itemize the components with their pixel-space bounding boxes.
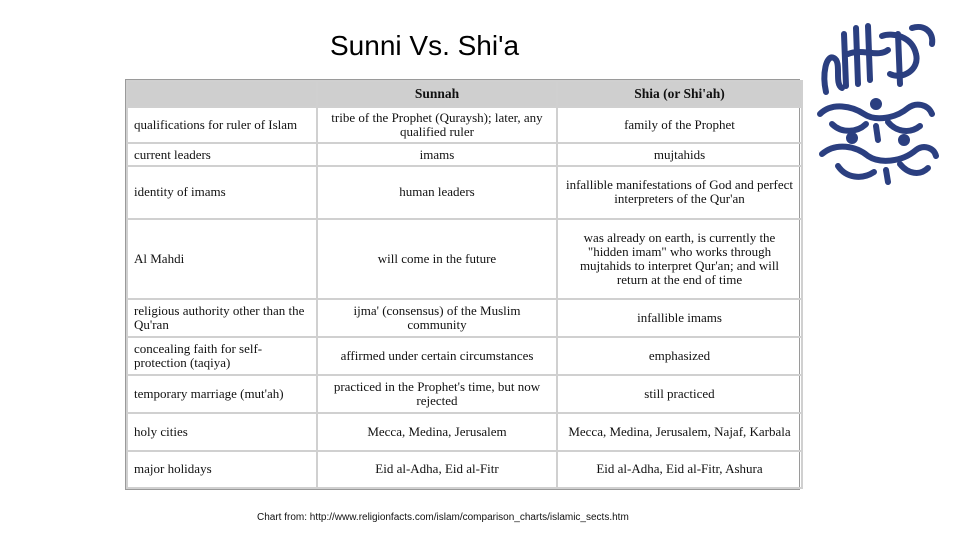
slide-title: Sunni Vs. Shi'a: [330, 30, 520, 61]
row-shia-value: Eid al-Adha, Eid al-Fitr, Ashura: [557, 451, 802, 488]
table-row: [127, 219, 802, 299]
row-topic: concealing faith for self-protection (taqiya): [127, 337, 317, 375]
row-sunni-value: practiced in the Prophet's time, but now rejected: [317, 375, 557, 412]
table-header-row: [127, 81, 802, 107]
table-row: [127, 166, 802, 218]
row-sunni-value: affirmed under certain circumstances: [317, 337, 557, 375]
arabic-calligraphy-icon: [812, 14, 942, 189]
row-topic: current leaders: [127, 143, 317, 166]
row-shia-value: was already on earth, is currently the "hidden imam" who works through mujtahids to interpret Qur'an; and will return at the end of time: [557, 219, 802, 299]
row-sunni-value: imams: [317, 143, 557, 166]
row-topic: identity of imams: [127, 166, 317, 218]
row-topic: Al Mahdi: [127, 219, 317, 299]
row-shia-value: still practiced: [557, 375, 802, 412]
header-sunnah: Sunnah: [317, 81, 557, 107]
row-topic: holy cities: [127, 413, 317, 451]
comparison-table-wrapper: [125, 79, 800, 490]
row-sunni-value: ijma' (consensus) of the Muslim community: [317, 299, 557, 337]
table-row: [127, 143, 802, 166]
header-topic: [127, 81, 317, 107]
row-shia-value: family of the Prophet: [557, 107, 802, 143]
row-sunni-value: human leaders: [317, 166, 557, 218]
row-topic: qualifications for ruler of Islam: [127, 107, 317, 143]
row-shia-value: Mecca, Medina, Jerusalem, Najaf, Karbala: [557, 413, 802, 451]
comparison-table: [126, 80, 803, 489]
table-row: [127, 107, 802, 143]
row-shia-value: infallible manifestations of God and perfect interpreters of the Qur'an: [557, 166, 802, 218]
row-sunni-value: Eid al-Adha, Eid al-Fitr: [317, 451, 557, 488]
table-row: [127, 413, 802, 451]
row-topic: temporary marriage (mut'ah): [127, 375, 317, 412]
row-topic: major holidays: [127, 451, 317, 488]
source-caption: Chart from: http://www.religionfacts.com/islam/comparison_charts/islamic_sects.htm: [257, 512, 629, 523]
row-sunni-value: will come in the future: [317, 219, 557, 299]
table-row: [127, 451, 802, 488]
header-shia: Shia (or Shi'ah): [557, 81, 802, 107]
table-row: [127, 337, 802, 375]
row-topic: religious authority other than the Qu'ran: [127, 299, 317, 337]
table-row: [127, 375, 802, 412]
table-row: [127, 299, 802, 337]
row-shia-value: emphasized: [557, 337, 802, 375]
row-shia-value: infallible imams: [557, 299, 802, 337]
row-sunni-value: tribe of the Prophet (Quraysh); later, any qualified ruler: [317, 107, 557, 143]
row-shia-value: mujtahids: [557, 143, 802, 166]
row-sunni-value: Mecca, Medina, Jerusalem: [317, 413, 557, 451]
